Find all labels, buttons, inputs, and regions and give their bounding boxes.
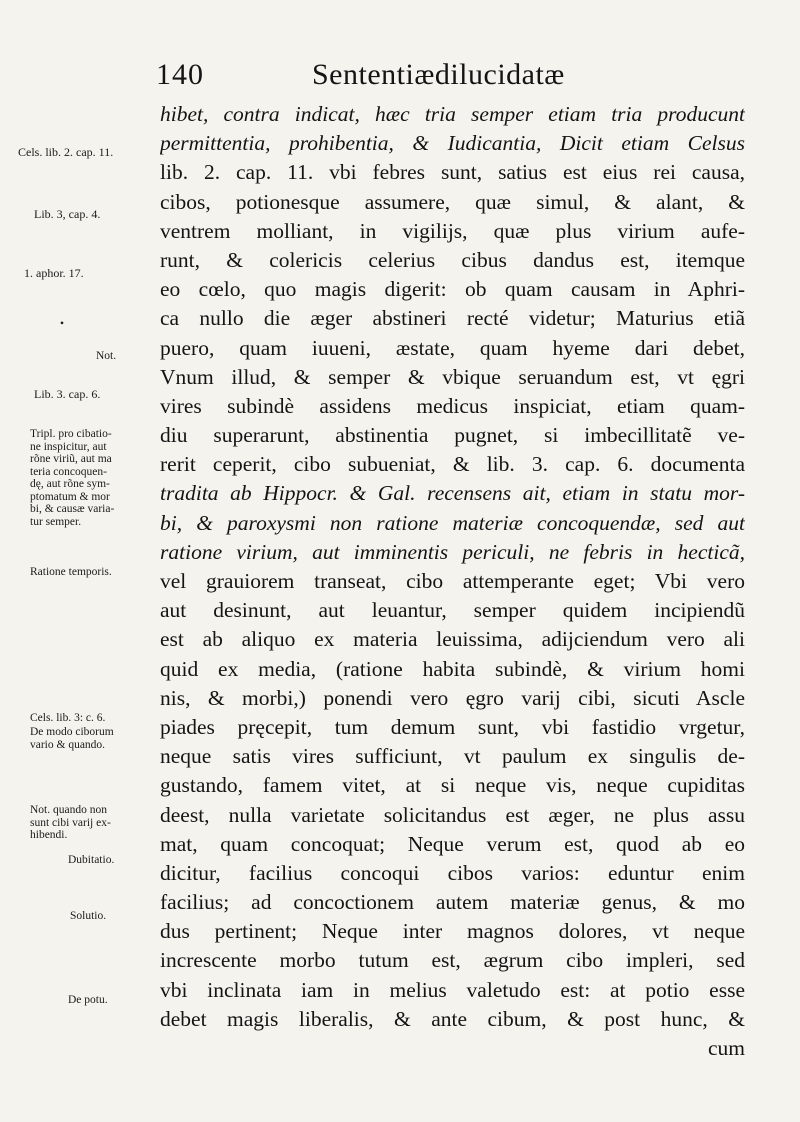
margin-note: Dubitatio. [68,854,115,866]
text-line: vel grauiorem transeat, cibo attemperante eget; Vbi vero [160,569,745,593]
margin-note: • [60,318,65,330]
margin-note: Not. [96,350,117,362]
text-line: debet magis liberalis, & ante cibum, & post hunc, & [160,1006,745,1031]
text-line: est ab aliquo ex materia leuissima, adijciendum vero ali [160,627,745,652]
catchword: cum [707,1036,745,1060]
margin-note: Lib. 3, cap. 4. [34,207,101,221]
text-line: ca nullo die æger abstineri recté videtur; Maturius etiã [160,306,745,331]
main-text-block [160,100,745,1063]
text-line: diu superarunt, abstinentia pugnet, si imbecillitatẽ ve- [160,423,745,448]
text-line: gustando, famem vitet, at si neque vis, neque cupiditas [160,773,745,798]
text-line: neque satis vires sufficiunt, vt paulum ex singulis de- [160,744,745,769]
text-line: piades pręcepit, tum demum sunt, vbi fastidio vrgetur, [160,714,745,739]
margin-note: De potu. [68,994,108,1006]
text-line: ventrem molliant, in vigilijs, quæ plus virium aufe- [160,218,745,243]
margin-note: De modo ciborum vario & quando. [30,726,114,751]
text-line: vires subindè assidens medicus inspiciat, etiam quam- [160,393,745,418]
text-line: facilius; ad concoctionem autem materiæ genus, & mo [160,890,745,915]
text-line: lib. 2. cap. 11. vbi febres sunt, satius est eius rei causa, [160,160,745,185]
running-title: Sententiædilucidatæ [312,58,565,91]
text-line: nis, & morbi,) ponendi vero ęgro varij cibi, sicuti Ascle [160,685,745,710]
margin-note: Solutio. [70,910,107,922]
text-line: dicitur, facilius concoqui cibos varios: eduntur enim [160,860,745,885]
text-line: eo cœlo, quo magis digerit: ob quam causam in Aphri- [160,277,745,302]
text-line: runt, & colericis celerius cibus dandus est, itemque [160,247,745,272]
text-line: rerit ceperit, cibo subueniat, & lib. 3. cap. 6. documenta [160,452,745,477]
text-line: increscente morbo tutum est, ægrum cibo impleri, sed [160,948,745,973]
margin-note: Lib. 3. cap. 6. [34,387,101,401]
text-line: puero, quam iuueni, æstate, quam hyeme dari debet, [160,335,745,360]
margin-note: Cels. lib. 3: c. 6. [30,712,106,724]
text-line: permittentia, prohibentia, & Iudicantia, Dicit etiam Celsus [160,131,745,156]
text-line: vbi inclinata iam in melius valetudo est: at potio esse [160,977,745,1002]
text-line: cibos, potionesque assumere, quæ simul, & alant, & [160,189,745,214]
margin-note: 1. aphor. 17. [24,266,84,280]
text-line: deest, nulla varietate solicitandus est æger, ne plus assu [160,802,745,827]
text-line: mat, quam concoquat; Neque verum est, quod ab eo [160,831,745,856]
text-line: Vnum illud, & semper & vbique seruandum est, vt ęgri [160,364,745,389]
margin-note: Ratione temporis. [30,566,112,578]
page-number: 140 [156,58,204,91]
margin-notes [0,0,160,1122]
text-line: tradita ab Hippocr. & Gal. recensens ait, etiam in statu mor- [160,481,745,506]
text-line: aut desinunt, aut leuantur, semper quidem incipiendũ [160,598,745,623]
text-line: ratione virium, aut imminentis periculi, ne febris in hecticã, [160,539,745,564]
text-line: dus pertinent; Neque inter magnos dolores, vt neque [160,919,745,944]
text-line: quid ex media, (ratione habita subindè, & virium homi [160,656,745,681]
text-line: hibet, contra indicat, hæc tria semper etiam tria producunt [160,102,745,126]
margin-note: Cels. lib. 2. cap. 11. [18,145,114,159]
margin-note: Tripl. pro cibatio- ne inspicitur, aut rõne viriũ, aut ma teria concoquen- dę, aut rõne sym- ptomatum & mor bi, & causæ varia- tur semper. [30,428,115,528]
margin-note: Not. quando non sunt cibi varij ex- hibendi. [30,804,111,841]
text-line: bi, & paroxysmi non ratione materiæ concoquendæ, sed aut [160,510,745,535]
